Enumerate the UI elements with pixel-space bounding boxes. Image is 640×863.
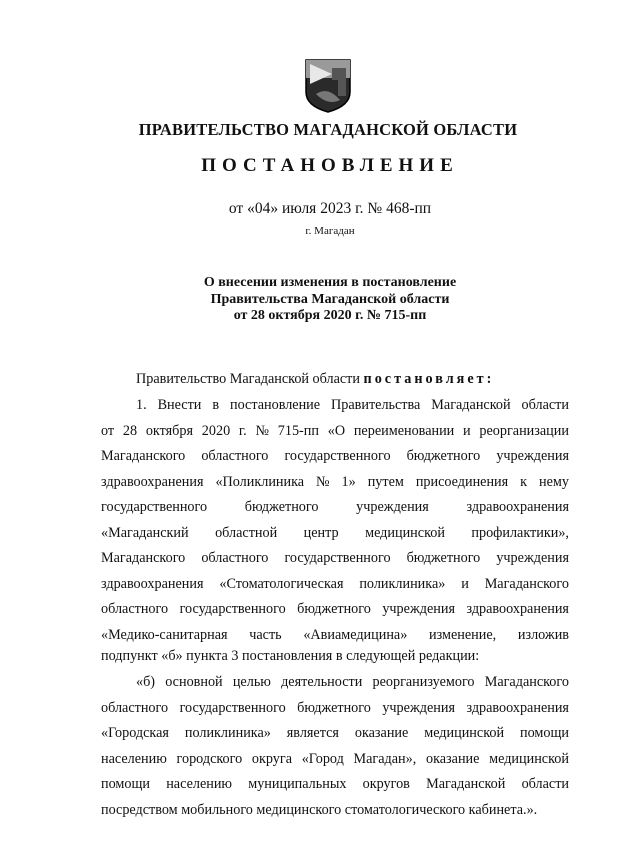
document-type-title: ПОСТАНОВЛЕНИЕ xyxy=(201,155,459,176)
paragraph-line: государственного бюджетного учреждения здравоохранения xyxy=(101,499,569,515)
document-date-number: от «04» июля 2023 г. № 468-пп xyxy=(228,200,432,217)
paragraph-line: здравоохранения «Поликлиника № 1» путем присоединения к нему xyxy=(101,473,569,490)
paragraph-1-last-line: подпункт «б» пункта 3 постановления в следующей редакции: xyxy=(101,648,480,664)
subject-line: от 28 октября 2020 г. № 715-пп xyxy=(233,308,427,323)
paragraph-line: «Городская поликлиника» является оказание медицинской помощи xyxy=(101,725,569,742)
coat-of-arms-emblem xyxy=(302,56,354,114)
document-city: г. Магадан xyxy=(305,225,355,237)
organization-name: ПРАВИТЕЛЬСТВО МАГАДАНСКОЙ ОБЛАСТИ xyxy=(138,120,518,139)
intro-prefix: Правительство Магаданской области xyxy=(136,371,360,387)
intro-line xyxy=(136,370,569,388)
subject-line: О внесении изменения в постановление xyxy=(203,275,457,290)
paragraph-line: «б) основной целью деятельности реорганизуемого Магаданского xyxy=(136,674,569,690)
paragraph-line: Магаданского областного государственного бюджетного учреждения xyxy=(101,448,569,464)
paragraph-line: помощи населению муниципальных округов Магаданской области xyxy=(101,776,569,793)
paragraph-line: от 28 октября 2020 г. № 715-пп «О переименовании и реорганизации xyxy=(101,422,569,439)
paragraph-line: 1. Внести в постановление Правительства Магаданской области xyxy=(136,397,569,413)
subject-line: Правительства Магаданской области xyxy=(210,291,450,307)
paragraph-line: здравоохранения «Стоматологическая поликлиника» и Магаданского xyxy=(101,575,569,592)
paragraph-line: областного государственного бюджетного учреждения здравоохранения xyxy=(101,601,569,617)
paragraph-line: «Медико-санитарная часть «Авиамедицина» изменение, изложив xyxy=(101,626,569,643)
paragraph-line: областного государственного бюджетного учреждения здравоохранения xyxy=(101,699,569,716)
intro-verb: постановляет: xyxy=(363,371,495,387)
paragraph-line: Магаданского областного государственного бюджетного учреждения xyxy=(101,550,569,566)
paragraph-line: населению городского округа «Город Магадан», оказание медицинской xyxy=(101,750,569,767)
paragraph-line: «Магаданский областной центр медицинской профилактики», xyxy=(101,524,569,541)
document-subject xyxy=(10,275,640,325)
paragraph-2-last-line: посредством мобильного медицинского стоматологического кабинета.». xyxy=(101,802,538,818)
